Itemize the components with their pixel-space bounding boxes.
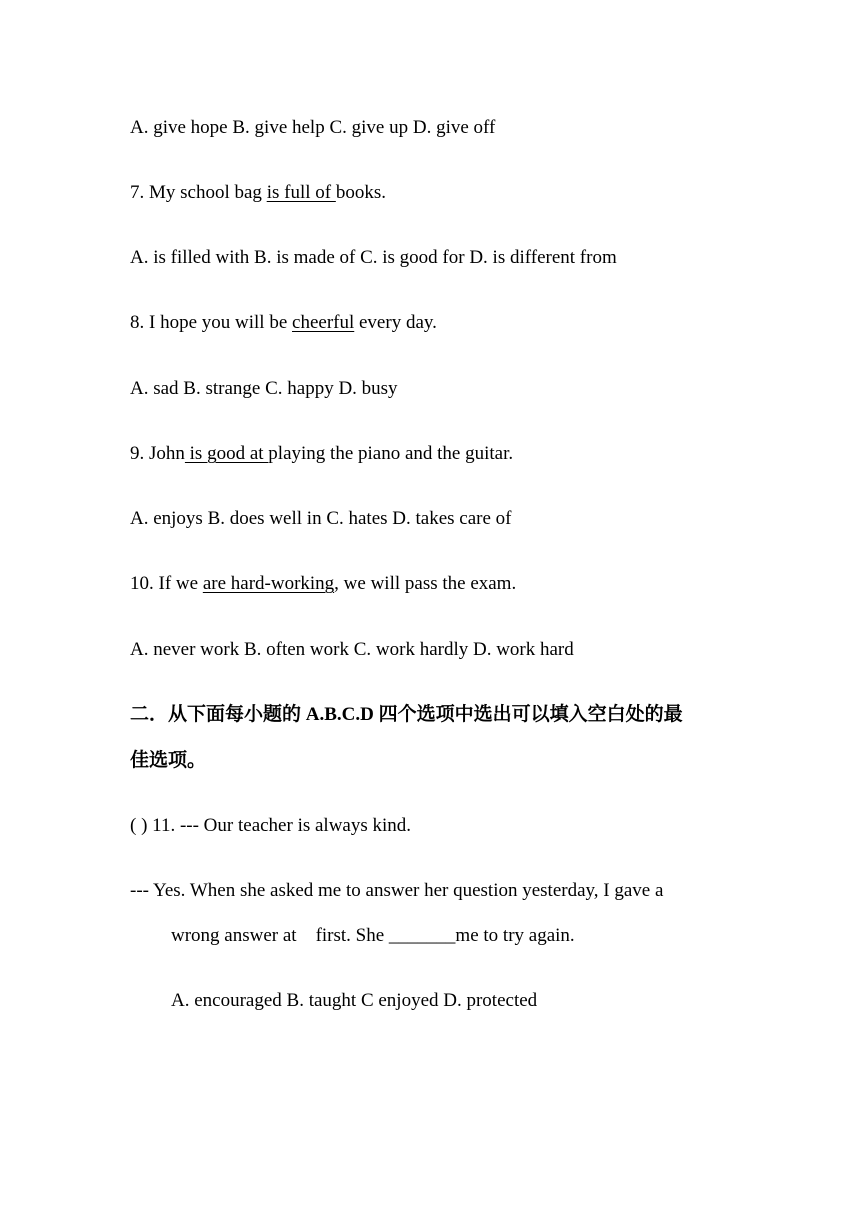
q7-text-after: books. (335, 182, 386, 203)
q10-text-before: 10. If we (130, 573, 203, 594)
q9-text-before: 9. John (130, 443, 185, 464)
q11-reply-text-2: wrong answer at first. She _______me to try again. (171, 925, 575, 946)
q7-underlined-phrase: is full of (266, 182, 336, 203)
q8-underlined-phrase: cheerful (292, 312, 355, 333)
q9-underlined-phrase: is good at (184, 443, 269, 464)
q11-reply-line1 (130, 879, 663, 903)
q10-text-after: , we will pass the exam. (334, 573, 517, 594)
q9-question (130, 442, 513, 466)
q8-options-text: A. sad B. strange C. happy D. busy (130, 378, 398, 399)
section2-heading-line2: 佳选项。 (130, 750, 207, 771)
q7-options-text: A. is filled with B. is made of C. is good for D. is different from (130, 247, 617, 268)
q9-options (130, 507, 512, 531)
section2-heading-cont (130, 749, 206, 773)
q11-options-text: A. encouraged B. taught C enjoyed D. protected (171, 990, 538, 1011)
q10-question (130, 572, 516, 596)
q8-question (130, 311, 437, 335)
q6-options (130, 116, 495, 140)
q10-options (130, 638, 574, 662)
q9-text-after: playing the piano and the guitar. (268, 443, 514, 464)
q9-options-text: A. enjoys B. does well in C. hates D. takes care of (130, 508, 512, 529)
q7-text-before: 7. My school bag (130, 182, 267, 203)
q7-options (130, 246, 617, 270)
q11-reply-text-1: --- Yes. When she asked me to answer her question yesterday, I gave a (130, 880, 664, 901)
q10-underlined-phrase: are hard-working (202, 573, 335, 594)
q11-options (171, 989, 537, 1013)
q11-prompt (130, 814, 411, 838)
q10-options-text: A. never work B. often work C. work hardly D. work hard (130, 639, 574, 660)
q7-question (130, 181, 386, 205)
section2-heading-line1: 二．从下面每小题的 A.B.C.D 四个选项中选出可以填入空白处的最 (130, 704, 683, 725)
q11-reply-line2 (171, 924, 575, 948)
section2-heading (130, 703, 683, 727)
q11-prompt-text: ( ) 11. --- Our teacher is always kind. (130, 815, 412, 836)
q8-text-after: every day. (354, 312, 437, 333)
q8-text-before: 8. I hope you will be (130, 312, 293, 333)
q6-options-text: A. give hope B. give help C. give up D. give off (130, 117, 496, 138)
q8-options (130, 377, 398, 401)
